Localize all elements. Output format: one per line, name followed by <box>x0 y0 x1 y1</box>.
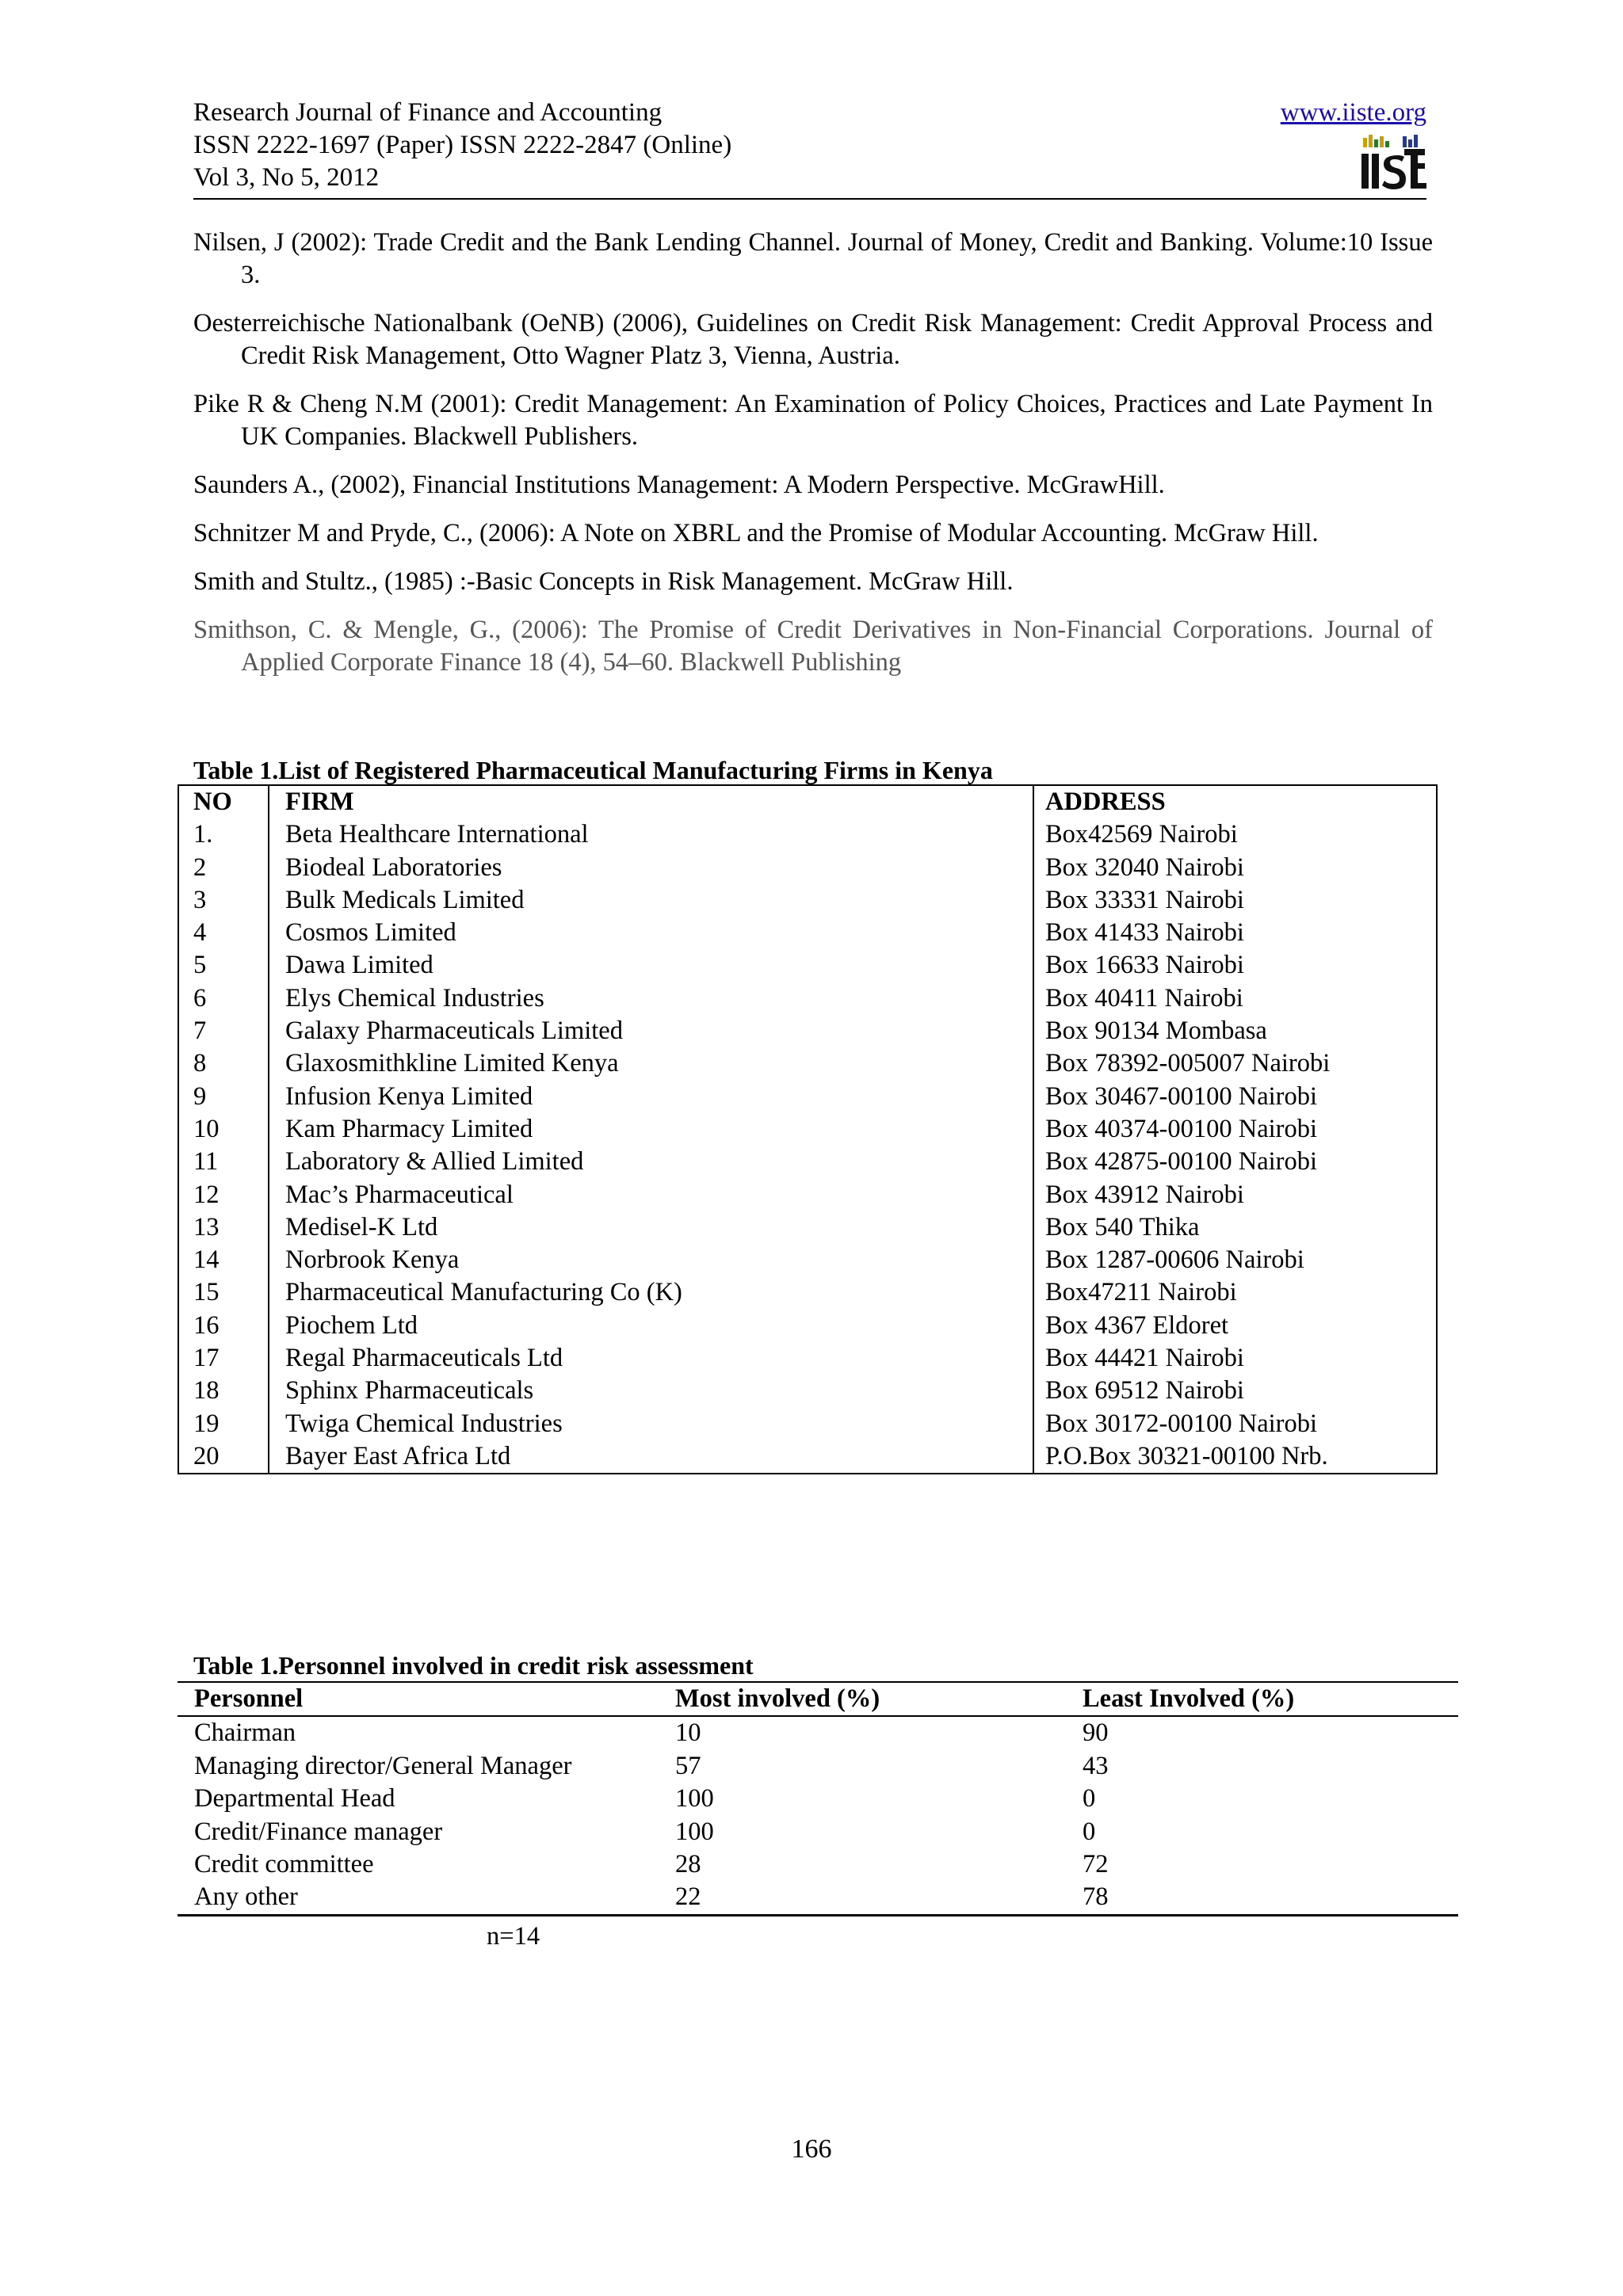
firm-row <box>178 1081 1437 1113</box>
table-cell: Box 30172-00100 Nairobi <box>1045 1409 1318 1438</box>
table-cell: Box 69512 Nairobi <box>1045 1376 1244 1405</box>
firm-row <box>178 1211 1437 1244</box>
firm-row <box>178 1179 1437 1211</box>
table-cell: Bayer East Africa Ltd <box>269 1440 1033 1474</box>
column-header: Personnel <box>178 1682 659 1716</box>
table-cell: Elys Chemical Industries <box>269 982 1033 1015</box>
table-cell: 100 <box>675 1817 714 1846</box>
journal-url-link[interactable]: www.iiste.org <box>1280 98 1426 127</box>
reference-item: Saunders A., (2002), Financial Institutions Management: A Modern Perspective. McGrawHill. <box>193 471 1165 499</box>
table-cell: Regal Pharmaceuticals Ltd <box>269 1342 1033 1375</box>
sample-size-note: n=14 <box>487 1922 540 1951</box>
firm-row <box>178 852 1437 884</box>
column-header: Least Involved (%) <box>1067 1682 1458 1716</box>
table-cell: 28 <box>675 1850 701 1879</box>
reference-item: Smithson, C. & Mengle, G., (2006): The Promise of Credit Derivatives in Non-Financial Corporations. Journal of Applied Corporate Finance 18 (4), 54–60. Blackwell Publishing <box>193 616 1433 677</box>
personnel-row <box>178 1716 1458 1749</box>
personnel-row <box>178 1848 1458 1881</box>
journal-volume: Vol 3, No 5, 2012 <box>193 163 380 192</box>
table-cell: 0 <box>1083 1784 1096 1814</box>
table-cell: P.O.Box 30321-00100 Nrb. <box>1045 1441 1328 1470</box>
reference-item: Oesterreichische Nationalbank (OeNB) (2006), Guidelines on Credit Risk Management: Credit Approval Process and Credit Risk Management, Otto Wagner Platz 3, Vienna, Austria. <box>193 309 1433 370</box>
reference-item: Nilsen, J (2002): Trade Credit and the Bank Lending Channel. Journal of Money, Credit and Banking. Volume:10 Issue 3. <box>193 228 1433 289</box>
table-header-row <box>178 1682 1458 1716</box>
references-list <box>193 227 1433 695</box>
table-cell: 2 <box>178 852 269 884</box>
table-cell: Glaxosmithkline Limited Kenya <box>269 1047 1033 1080</box>
table-cell: Box 32040 Nairobi <box>1045 852 1244 882</box>
table-cell: Any other <box>194 1882 298 1912</box>
table-cell: 43 <box>1083 1751 1109 1780</box>
firms-table <box>178 784 1438 1474</box>
table-header-row <box>178 785 1437 818</box>
table-cell: Laboratory & Allied Limited <box>269 1146 1033 1178</box>
table-cell: 57 <box>675 1751 701 1780</box>
table2-caption: Table 1.Personnel involved in credit risk assessment <box>193 1651 754 1680</box>
journal-title: Research Journal of Finance and Accounting <box>193 98 663 127</box>
iiste-logo <box>1358 132 1426 192</box>
table-cell: Norbrook Kenya <box>269 1244 1033 1276</box>
table-cell: Managing director/General Manager <box>194 1751 572 1780</box>
table-cell: 15 <box>178 1276 269 1309</box>
table-cell: 20 <box>178 1440 269 1474</box>
table-cell: Pharmaceutical Manufacturing Co (K) <box>269 1276 1033 1309</box>
firm-row <box>178 1310 1437 1342</box>
firm-row <box>178 1408 1437 1440</box>
table-cell: 14 <box>178 1244 269 1276</box>
table-cell: 72 <box>1083 1850 1109 1879</box>
table-cell: 10 <box>178 1113 269 1146</box>
firm-row <box>178 884 1437 917</box>
table-cell: Mac’s Pharmaceutical <box>269 1179 1033 1211</box>
firm-row <box>178 1113 1437 1146</box>
table-cell: Box 43912 Nairobi <box>1045 1180 1244 1209</box>
table-cell: 3 <box>178 884 269 917</box>
table-cell: 8 <box>178 1047 269 1080</box>
journal-issn: ISSN 2222-1697 (Paper) ISSN 2222-2847 (Online) <box>193 131 732 159</box>
table-cell: 17 <box>178 1342 269 1375</box>
table-cell: Medisel-K Ltd <box>269 1211 1033 1244</box>
table-cell: Box 44421 Nairobi <box>1045 1344 1244 1373</box>
table-cell: Credit committee <box>194 1850 374 1879</box>
table-cell: 18 <box>178 1375 269 1407</box>
table-cell: Twiga Chemical Industries <box>269 1408 1033 1440</box>
firm-row <box>178 1047 1437 1080</box>
table-cell: 78 <box>1083 1882 1109 1912</box>
table-cell: Cosmos Limited <box>269 917 1033 949</box>
table-cell: Beta Healthcare International <box>269 818 1033 851</box>
header-divider <box>193 198 1426 200</box>
table-cell: 5 <box>178 949 269 982</box>
column-header: Most involved (%) <box>659 1682 1067 1716</box>
table-cell: 9 <box>178 1081 269 1113</box>
table-cell: Departmental Head <box>194 1784 395 1814</box>
table-cell: Infusion Kenya Limited <box>269 1081 1033 1113</box>
personnel-row <box>178 1783 1458 1815</box>
reference-item: Schnitzer M and Pryde, C., (2006): A Note on XBRL and the Promise of Modular Accounting. McGraw Hill. <box>193 519 1319 547</box>
firm-row <box>178 1375 1437 1407</box>
table-cell: 90 <box>1083 1718 1109 1748</box>
firm-row <box>178 1015 1437 1047</box>
column-header: FIRM <box>269 785 1033 818</box>
table-cell: 19 <box>178 1408 269 1440</box>
table-cell: Kam Pharmacy Limited <box>269 1113 1033 1146</box>
table-cell: Box42569 Nairobi <box>1045 820 1238 849</box>
table-cell: Box 42875-00100 Nairobi <box>1045 1147 1318 1177</box>
table-cell: Chairman <box>194 1718 296 1748</box>
table-cell: 10 <box>675 1718 701 1748</box>
personnel-row <box>178 1816 1458 1848</box>
firm-row <box>178 1440 1437 1474</box>
table-cell: 13 <box>178 1211 269 1244</box>
table-cell: Box 540 Thika <box>1045 1212 1200 1241</box>
table-cell: Box47211 Nairobi <box>1045 1278 1237 1307</box>
table-cell: Box 30467-00100 Nairobi <box>1045 1081 1318 1111</box>
reference-item: Smith and Stultz., (1985) :-Basic Concepts in Risk Management. McGraw Hill. <box>193 567 1014 596</box>
table1-caption: Table 1.List of Registered Pharmaceutical Manufacturing Firms in Kenya <box>193 756 993 784</box>
table-cell: Box 33331 Nairobi <box>1045 885 1244 914</box>
table-cell: Box 4367 Eldoret <box>1045 1310 1229 1340</box>
column-header: ADDRESS <box>1045 788 1166 816</box>
table-cell: 1. <box>178 818 269 851</box>
table-cell: 100 <box>675 1784 714 1814</box>
table-cell: Biodeal Laboratories <box>269 852 1033 884</box>
page-header <box>193 97 1426 194</box>
table-cell: Box 16633 Nairobi <box>1045 951 1244 980</box>
firm-row <box>178 1146 1437 1178</box>
table-cell: Piochem Ltd <box>269 1310 1033 1342</box>
table-cell: 22 <box>675 1882 701 1912</box>
page-number: 166 <box>791 2134 832 2164</box>
table-cell: 11 <box>178 1146 269 1178</box>
firm-row <box>178 949 1437 982</box>
firm-row <box>178 818 1437 851</box>
table-cell: Box 40411 Nairobi <box>1045 983 1243 1013</box>
table-cell: 12 <box>178 1179 269 1211</box>
table-cell: 4 <box>178 917 269 949</box>
table-cell: Box 90134 Mombasa <box>1045 1016 1267 1046</box>
reference-item: Pike R & Cheng N.M (2001): Credit Management: An Examination of Policy Choices, Practices and Late Payment In UK Companies. Blackwell Publishers. <box>193 390 1433 451</box>
table-cell: 7 <box>178 1015 269 1047</box>
table-cell: Bulk Medicals Limited <box>269 884 1033 917</box>
table-cell: Box 1287-00606 Nairobi <box>1045 1245 1304 1275</box>
firm-row <box>178 1244 1437 1276</box>
table-cell: 6 <box>178 982 269 1015</box>
table-cell: Credit/Finance manager <box>194 1817 443 1846</box>
table-cell: Box 41433 Nairobi <box>1045 918 1244 948</box>
table-cell: Sphinx Pharmaceuticals <box>269 1375 1033 1407</box>
firm-row <box>178 1342 1437 1375</box>
firm-row <box>178 982 1437 1015</box>
table-cell: Box 40374-00100 Nairobi <box>1045 1114 1318 1143</box>
personnel-row <box>178 1881 1458 1915</box>
column-header: NO <box>178 785 269 818</box>
firm-row <box>178 917 1437 949</box>
table-cell: 0 <box>1083 1817 1096 1846</box>
personnel-row <box>178 1750 1458 1783</box>
table-cell: Box 78392-005007 Nairobi <box>1045 1049 1331 1078</box>
personnel-table <box>178 1681 1458 1917</box>
firm-row <box>178 1276 1437 1309</box>
table-cell: Dawa Limited <box>269 949 1033 982</box>
table-cell: Galaxy Pharmaceuticals Limited <box>269 1015 1033 1047</box>
table-cell: 16 <box>178 1310 269 1342</box>
